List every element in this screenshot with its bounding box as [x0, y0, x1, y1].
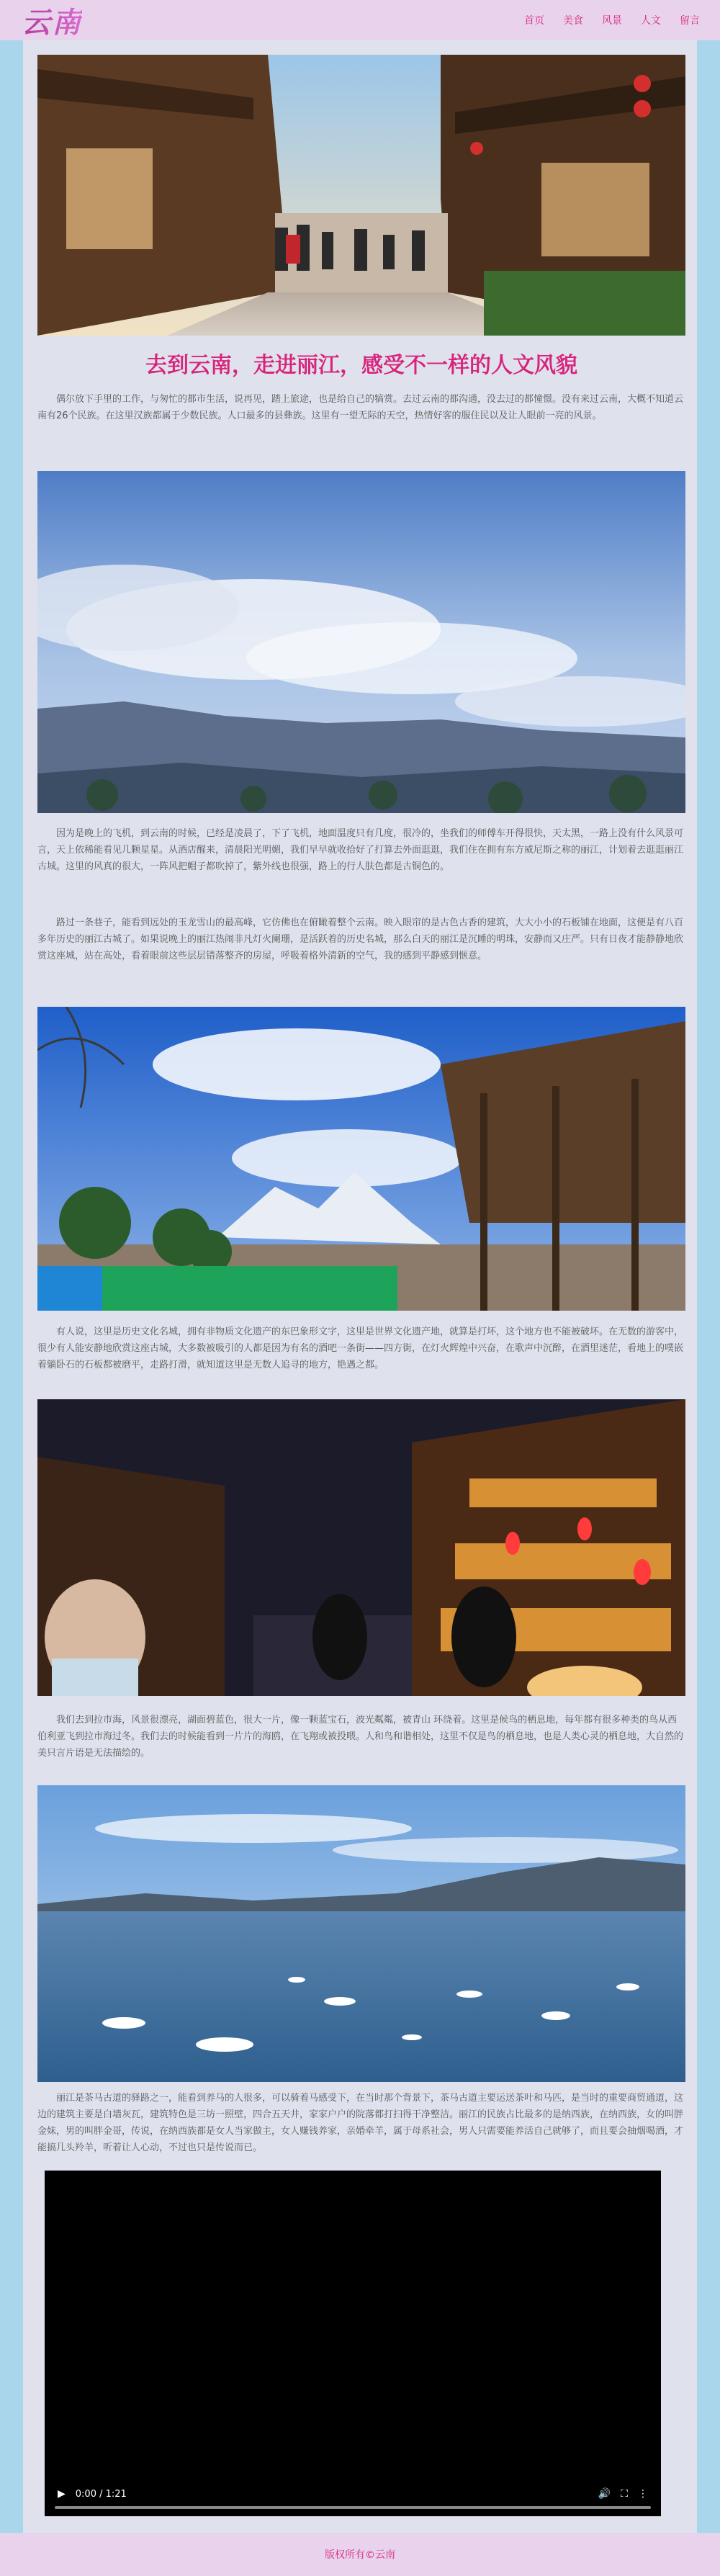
video-time: 0:00 / 1:21: [75, 2488, 127, 2500]
old-town-paragraph: 路过一条巷子，能看到远处的玉龙雪山的最高峰，它仿佛也在俯瞰着整个云南。映入眼帘的是古色古香的建筑，大大小小的石板铺在地面，这便是有八百多年历史的丽江古城了。如果说晚上的丽江热闹非凡灯火阑珊，是活跃着的历史名城，那么白天的丽江是沉睡的明珠，安静而又庄严。只有日夜才能静静地欣赏这座城，站在高处，看着眼前这些层层错落整齐的房屋，呼吸着格外清新的空气，我的感到平静感到惬意。: [37, 917, 684, 961]
site-header: [0, 0, 720, 40]
snow-mountain-pavilion-photo: [37, 1007, 685, 1311]
page-title: 去到云南，走进丽江，感受不一样的人文风貌: [145, 353, 577, 378]
volume-icon[interactable]: 🔊: [598, 2488, 611, 2500]
nav-culture[interactable]: 人文: [641, 15, 661, 27]
fullscreen-icon[interactable]: ⛶: [621, 2488, 628, 2500]
cloud-mountain-photo: [37, 471, 685, 813]
lashi-lake-paragraph: 我们去到拉市海，风景很漂亮，湖面碧蓝色，很大一片，像一颗蓝宝石，波光粼粼，被青山 环绕着。这里是候鸟的栖息地，每年都有很多种类的鸟从西伯利亚飞到拉市海过冬。我们去的时候能看到一片片的海鸥，在飞翔或被投喂。人和鸟和谐相处，这里不仅是鸟的栖息地，也是人类心灵的栖息地，大自然的美只言片语是无法描绘的。: [37, 1715, 684, 1759]
nav-scenery[interactable]: 风景: [602, 15, 622, 27]
nav-home[interactable]: 首页: [524, 15, 544, 27]
intro-paragraph: 偶尔放下手里的工作，与匆忙的都市生活，说再见，踏上旅途，也是给自己的犒赏。去过云南的都沟通，没去过的都憧憬。没有来过云南，大概不知道云南有26个民族。在这里汉族都属于少数民族。人口最多的县彝族。这里有一望无际的天空，热情好客的服住民以及让人眼前一亮的风景。: [37, 394, 684, 421]
tea-horse-road-paragraph: 丽江是茶马古道的驿路之一，能看到养马的人很多，可以骑着马感受下，在当时那个背景下，茶马古道主要运送茶叶和马匹，是当时的重要商贸通道，这边的建筑主要是白墙灰瓦，建筑特色是三坊一照壁，四合五天井，家家户户的院落都打扫得干净整洁。丽江的民族占比最多的是纳西族，在纳西族，女的叫胖金妹，男的叫胖金哥，传说，在纳西族都是女人当家做主，女人赚钱养家，亲婚牵羊，属于母系社会，男人只需要能养活自己就够了，而且要会抽烟喝酒，才能搞几头羚羊，听着让人心动，不过也只是传说而已。: [37, 2093, 684, 2153]
nav-food[interactable]: 美食: [563, 15, 583, 27]
arrival-paragraph: 因为是晚上的飞机，到云南的时候，已经是凌晨了，下了飞机，地面温度只有几度，很冷的，坐我们的师傅车开得很快，天太黑，一路上没有什么风景可言，天上依稀能看见几颗星星。从酒店醒来，清晨阳光明媚，我们早早就收拾好了打算去外面逛逛，我们住在拥有东方威尼斯之称的丽江，计划着去逛逛丽江古城。这里的风真的很大，一阵风把帽子都吹掉了，紫外线也很强，路上的行人肤色都是古铜色的。: [37, 828, 684, 872]
main-nav: [524, 13, 700, 27]
video-controls: [45, 2472, 661, 2516]
play-icon[interactable]: ▶: [58, 2488, 66, 2500]
old-town-street-photo: [37, 55, 685, 336]
site-logo[interactable]: 云南: [22, 0, 82, 41]
video-progress-bar[interactable]: [55, 2506, 651, 2509]
content-area: [23, 40, 697, 2533]
copyright-text: 版权所有©云南: [325, 2549, 395, 2561]
night-street-photo: [37, 1399, 685, 1696]
video-player[interactable]: [45, 2171, 661, 2516]
nav-guestbook[interactable]: 留言: [680, 15, 700, 27]
bar-street-paragraph: 有人说，这里是历史文化名城，拥有非物质文化遗产的东巴象形文字，这里是世界文化遗产地，就算是打坏，这个地方也不能被破坏。在无数的游客中，很少有人能安静地欣赏这座古城，大多数被吸引的人都是因为有名的酒吧一条街——四方街，在灯火辉煌中兴奋，在歌声中沉醉，在酒里迷茫，看地上的噗嵌着躺卧石的石板都被磨平，走路打滑，就知道这里是无数人追寻的地方，艳遇之都。: [37, 1327, 684, 1370]
lake-gulls-photo: [37, 1785, 685, 2082]
site-footer: [0, 2533, 720, 2576]
more-options-icon[interactable]: ⋮: [638, 2488, 648, 2500]
